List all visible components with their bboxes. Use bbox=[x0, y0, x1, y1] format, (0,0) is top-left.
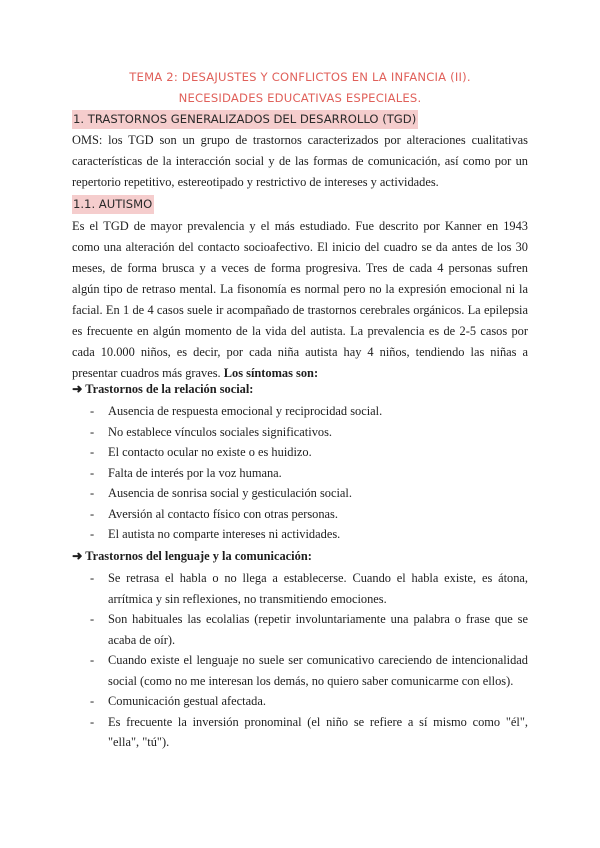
section-heading-tgd: 1. TRASTORNOS GENERALIZADOS DEL DESARROLLO (TGD) bbox=[72, 110, 418, 129]
list-item: - El contacto ocular no existe o es huidizo. bbox=[72, 442, 528, 463]
section-heading-autismo: 1.1. AUTISMO bbox=[72, 195, 154, 214]
list-item: - El autista no comparte intereses ni actividades. bbox=[72, 524, 528, 545]
list-item: - No establece vínculos sociales significativos. bbox=[72, 422, 528, 443]
language-symptoms-list bbox=[72, 568, 528, 753]
group-heading-language: ➜ Trastornos del lenguaje y la comunicación: bbox=[72, 549, 312, 563]
section-autismo-paragraph bbox=[72, 216, 528, 384]
list-item: - Comunicación gestual afectada. bbox=[72, 691, 528, 712]
bullet-dash: - bbox=[90, 714, 95, 729]
bullet-dash: - bbox=[90, 445, 95, 459]
bullet-dash: - bbox=[90, 404, 95, 418]
autismo-text: Es el TGD de mayor prevalencia y el más estudiado. Fue descrito por Kanner en 1943 como una alteración del contacto socioafectivo. El inicio del cuadro se da antes de los 30 meses, de forma brusca y a veces de forma progresiva. Tres de cada 4 personas sufren algún tipo de retraso mental. La fisonomía es normal pero no la expresión emocional ni la facial. En 1 de 4 casos suele ir acompañado de trastornos cerebrales orgánicos. La epilepsia es frecuente en algún momento de la vida del autista. La prevalencia es de 2-5 casos por cada 10.000 niños, es decir, por cada niña autista hay 4 niños, tendiendo las niñas a presentar cuadros más graves. bbox=[72, 219, 528, 380]
group-heading-social: ➜ Trastornos de la relación social: bbox=[72, 382, 254, 396]
bullet-dash: - bbox=[90, 571, 95, 585]
bullet-dash: - bbox=[90, 424, 95, 439]
bullet-dash: - bbox=[90, 465, 95, 480]
list-item: - Es frecuente la inversión pronominal (el niño se refiere a sí mismo como "él", "ella", "tú"). bbox=[72, 712, 528, 753]
document-title-line-2: NECESIDADES EDUCATIVAS ESPECIALES. bbox=[178, 91, 422, 105]
list-item: - Falta de interés por la voz humana. bbox=[72, 463, 528, 484]
bullet-dash: - bbox=[90, 694, 95, 708]
document-title-line-1: TEMA 2: DESAJUSTES Y CONFLICTOS EN LA INFANCIA (II). bbox=[129, 70, 471, 84]
section-tgd-paragraph: OMS: los TGD son un grupo de trastornos caracterizados por alteraciones cualitativas características de la interacción social y de las formas de comunicación, así como por un repertorio repetitivo, estereotipado y restrictivo de intereses y actividades. bbox=[72, 133, 528, 189]
list-item: - Cuando existe el lenguaje no suele ser comunicativo careciendo de intencionalidad social (como no me interesan los demás, no quiero saber comunicarme con ellos). bbox=[72, 650, 528, 691]
bullet-dash: - bbox=[90, 653, 95, 667]
list-item: - Son habituales las ecolalias (repetir involuntariamente una palabra o frase que se acaba de oír). bbox=[72, 609, 528, 650]
social-symptoms-list bbox=[72, 401, 528, 545]
symptoms-label: Los síntomas son: bbox=[223, 366, 319, 380]
bullet-dash: - bbox=[90, 506, 95, 521]
list-item: - Se retrasa el habla o no llega a establecerse. Cuando el habla existe, es átona, arrítmica y sin reflexiones, no transmitiendo emociones. bbox=[72, 568, 528, 609]
list-item: - Ausencia de respuesta emocional y reciprocidad social. bbox=[72, 401, 528, 422]
bullet-dash: - bbox=[90, 486, 95, 500]
bullet-dash: - bbox=[90, 527, 95, 541]
list-item: - Aversión al contacto físico con otras personas. bbox=[72, 504, 528, 525]
list-item: - Ausencia de sonrisa social y gesticulación social. bbox=[72, 483, 528, 504]
bullet-dash: - bbox=[90, 612, 95, 626]
